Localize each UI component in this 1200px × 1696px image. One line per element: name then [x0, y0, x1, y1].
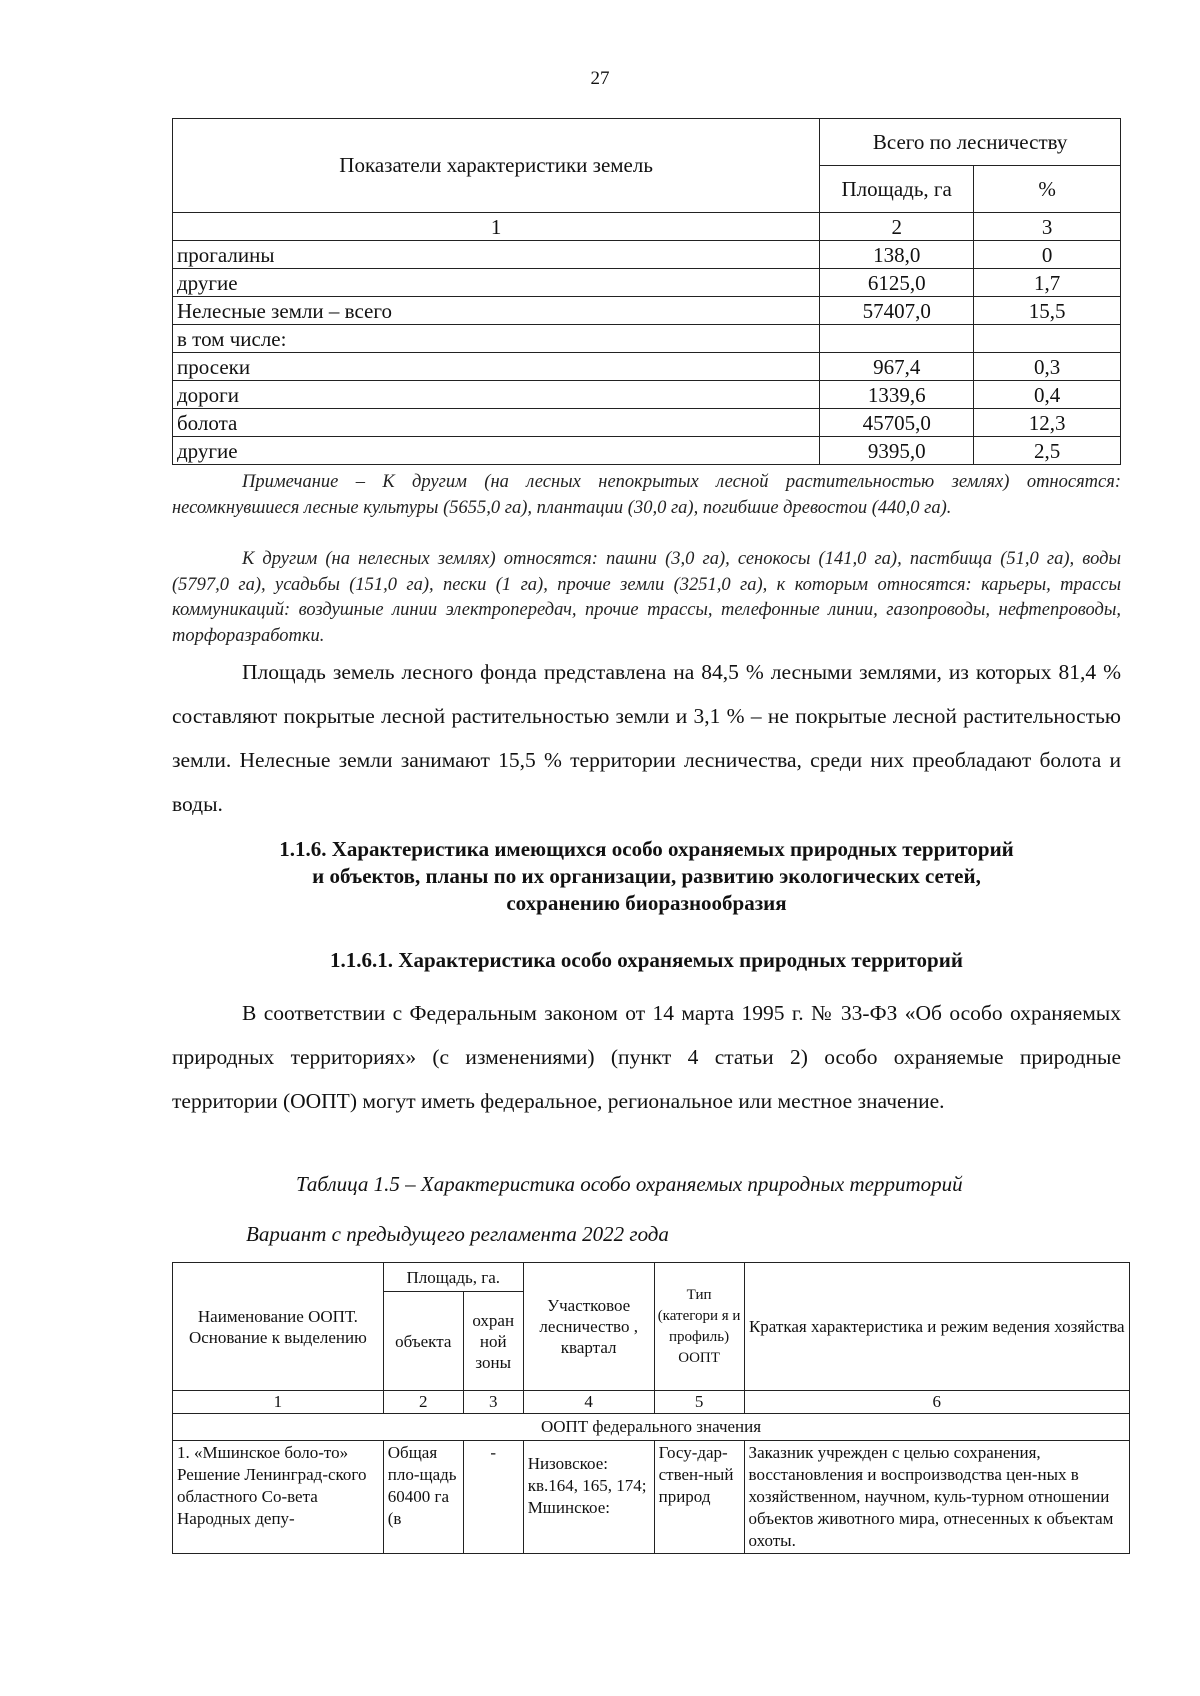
row-area [820, 325, 974, 353]
land-characteristics-table [172, 118, 1121, 465]
row-percent: 0,3 [974, 353, 1121, 381]
row-area: 967,4 [820, 353, 974, 381]
table-caption: Таблица 1.5 – Характеристика особо охраняемых природных территорий [296, 1172, 963, 1196]
table-row [173, 1441, 1130, 1554]
row-name: просеки [173, 353, 820, 381]
table-row [173, 409, 1121, 437]
row-percent: 0,4 [974, 381, 1121, 409]
row-area: 9395,0 [820, 437, 974, 465]
oopt-header-description: Краткая характеристика и режим ведения хозяйства [744, 1263, 1129, 1391]
column-number: 1 [173, 213, 820, 241]
table-row [173, 325, 1121, 353]
variant-caption: Вариант с предыдущего регламента 2022 года [246, 1222, 669, 1246]
table-row [173, 297, 1121, 325]
column-number: 2 [383, 1391, 463, 1414]
row-name: Нелесные земли – всего [173, 297, 820, 325]
row-area: 57407,0 [820, 297, 974, 325]
heading-line: сохранению биоразнообразия [506, 891, 787, 915]
heading-line: 1.1.6. Характеристика имеющихся особо охраняемых природных территорий [279, 837, 1014, 861]
oopt-header-area: Площадь, га. [383, 1263, 523, 1292]
oopt-table [172, 1262, 1130, 1554]
paragraph-law: В соответствии с Федеральным законом от 14 марта 1995 г. № 33-ФЗ «Об особо охраняемых природных территориях» (с изменениями) (пункт 4 статьи 2) особо охраняемые природные территории (ООПТ) могут иметь федеральное, региональное или местное значение. [172, 1001, 1121, 1113]
row-area: 45705,0 [820, 409, 974, 437]
row-name: другие [173, 269, 820, 297]
oopt-header-type: Тип (категори я и профиль) ООПТ [654, 1263, 744, 1391]
oopt-header-name: Наименование ООПТ. Основание к выделению [173, 1263, 384, 1391]
row-name: дороги [173, 381, 820, 409]
column-number-row [173, 213, 1121, 241]
oopt-header-zone: охран ной зоны [463, 1292, 523, 1391]
header-indicator: Показатели характеристики земель [173, 119, 820, 213]
table-row [173, 241, 1121, 269]
row-name: болота [173, 409, 820, 437]
table-row [173, 269, 1121, 297]
row-area: 138,0 [820, 241, 974, 269]
oopt-area-object: Общая пло-щадь 60400 га (в [383, 1441, 463, 1554]
table-row [173, 437, 1121, 465]
header-percent: % [974, 166, 1121, 213]
row-name: в том числе: [173, 325, 820, 353]
column-number: 3 [974, 213, 1121, 241]
row-percent: 0 [974, 241, 1121, 269]
row-percent: 15,5 [974, 297, 1121, 325]
column-number: 1 [173, 1391, 384, 1414]
row-area: 1339,6 [820, 381, 974, 409]
row-name: другие [173, 437, 820, 465]
oopt-header-forestry: Участковое лесничество , квартал [523, 1263, 654, 1391]
paragraph-area: Площадь земель лесного фонда представлена на 84,5 % лесными землями, из которых 81,4 % составляют покрытые лесной растительностью земли и 3,1 % – не покрытые лесной растительностью земли. Нелесные земли занимают 15,5 % территории лесничества, среди них преобладают болота и воды. [172, 660, 1121, 816]
oopt-name: 1. «Мшинское боло-то» Решение Ленинград-ского областного Со-вета Народных депу- [173, 1441, 384, 1554]
section-heading-1-1-6 [172, 836, 1121, 917]
column-number: 2 [820, 213, 974, 241]
page-number: 27 [590, 68, 610, 89]
column-number: 3 [463, 1391, 523, 1414]
section-heading-1-1-6-1: 1.1.6.1. Характеристика особо охраняемых природных территорий [330, 948, 963, 972]
row-percent: 12,3 [974, 409, 1121, 437]
column-number: 6 [744, 1391, 1129, 1414]
header-total: Всего по лесничеству [820, 119, 1121, 166]
column-number: 4 [523, 1391, 654, 1414]
column-number: 5 [654, 1391, 744, 1414]
header-area: Площадь, га [820, 166, 974, 213]
row-percent: 1,7 [974, 269, 1121, 297]
oopt-description: Заказник учрежден с целью сохранения, восстановления и воспроизводства цен-ных в хозяйственном, научном, куль-турном отношении объектов животного мира, отнесенных к объектам охоты. [744, 1441, 1129, 1554]
oopt-forestry: Низовское: кв.164, 165, 174; Мшинское: [523, 1441, 654, 1554]
oopt-area-zone: - [463, 1441, 523, 1554]
row-percent [974, 325, 1121, 353]
table-row [173, 353, 1121, 381]
note-nonforest-other: К другим (на нелесных землях) относятся: пашни (3,0 га), сенокосы (141,0 га), пастбища (51,0 га), воды (5797,0 га), усадьбы (151,0 га), пески (1 га), прочие земли (3251,0 га), к которым относятся: карьеры, трассы коммуникаций: воздушные линии электропередач, прочие трассы, телефонные линии, газопроводы, нефтепроводы, торфоразработки. [172, 549, 1121, 646]
table-row [173, 381, 1121, 409]
oopt-column-number-row [173, 1391, 1130, 1414]
note-forest-other: Примечание – К другим (на лесных непокрытых лесной растительностью землях) относятся: несомкнувшиеся лесные культуры (5655,0 га), плантации (30,0 га), погибшие древостои (440,0 га). [172, 472, 1121, 518]
row-name: прогалины [173, 241, 820, 269]
heading-line: и объектов, планы по их организации, развитию экологических сетей, [312, 864, 981, 888]
oopt-type: Госу-дар-ствен-ный природ [654, 1441, 744, 1554]
row-area: 6125,0 [820, 269, 974, 297]
row-percent: 2,5 [974, 437, 1121, 465]
oopt-group-federal: ООПТ федерального значения [173, 1414, 1130, 1441]
oopt-header-object: объекта [383, 1292, 463, 1391]
